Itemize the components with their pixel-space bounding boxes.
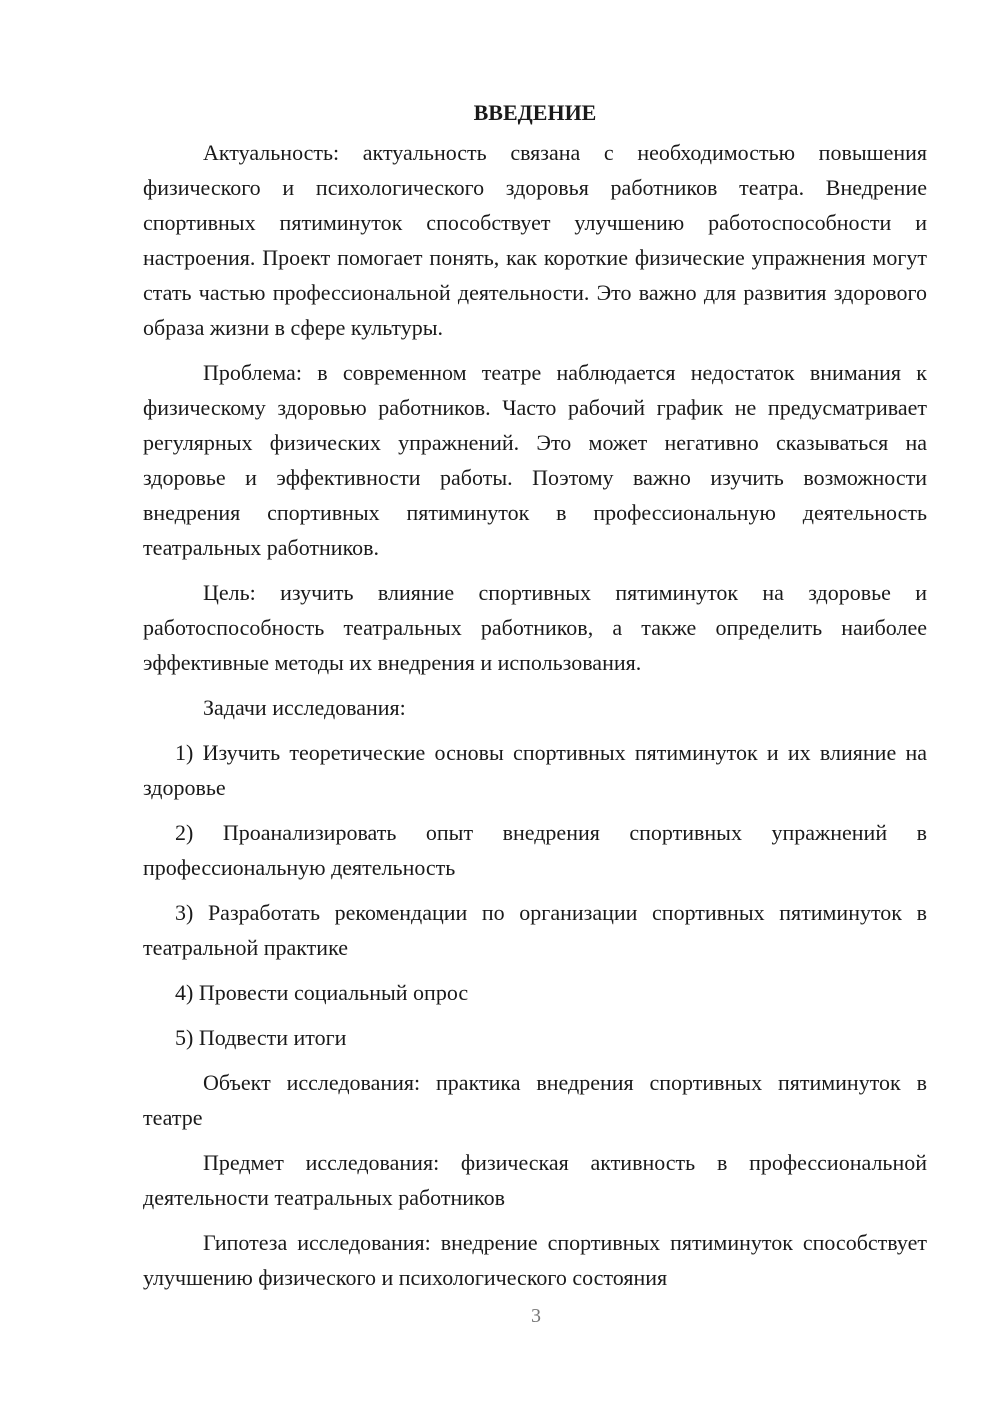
page-number: 3 xyxy=(531,1305,541,1327)
task-item-2: 2) Проанализировать опыт внедрения спортивных упражнений в профессиональную деятельность xyxy=(143,820,927,880)
task-item-1: 1) Изучить теоретические основы спортивных пятиминуток и их влияние на здоровье xyxy=(143,740,927,800)
subject-paragraph: Предмет исследования: физическая активность в профессиональной деятельности театральных работников xyxy=(143,1150,927,1210)
object-paragraph: Объект исследования: практика внедрения спортивных пятиминуток в театре xyxy=(143,1070,927,1130)
goal-paragraph: Цель: изучить влияние спортивных пятиминуток на здоровье и работоспособность театральных работников, а также определить наиболее эффективные методы их внедрения и использования. xyxy=(143,580,927,675)
relevance-paragraph: Актуальность: актуальность связана с необходимостью повышения физического и психологического здоровья работников театра. Внедрение спортивных пятиминуток способствует улучшению работоспособности и настроения. Проект помогает понять, как короткие физические упражнения могут стать частью профессиональной деятельности. Это важно для развития здорового образа жизни в сфере культуры. xyxy=(143,140,927,340)
hypothesis-paragraph: Гипотеза исследования: внедрение спортивных пятиминуток способствует улучшению физического и психологического состояния xyxy=(143,1230,927,1290)
task-item-3: 3) Разработать рекомендации по организации спортивных пятиминуток в театральной практике xyxy=(143,900,927,960)
section-title: ВВЕДЕНИЕ xyxy=(473,100,597,125)
problem-paragraph: Проблема: в современном театре наблюдается недостаток внимания к физическому здоровью работников. Часто рабочий график не предусматривает регулярных физических упражнений. Это может негативно сказываться на здоровье и эффективности работы. Поэтому важно изучить возможности внедрения спортивных пятиминуток в профессиональную деятельность театральных работников. xyxy=(143,360,927,560)
document-body xyxy=(143,95,927,1295)
task-item-5: 5) Подвести итоги xyxy=(175,1025,347,1050)
tasks-heading: Задачи исследования: xyxy=(203,695,406,720)
task-item-4: 4) Провести социальный опрос xyxy=(175,980,469,1005)
